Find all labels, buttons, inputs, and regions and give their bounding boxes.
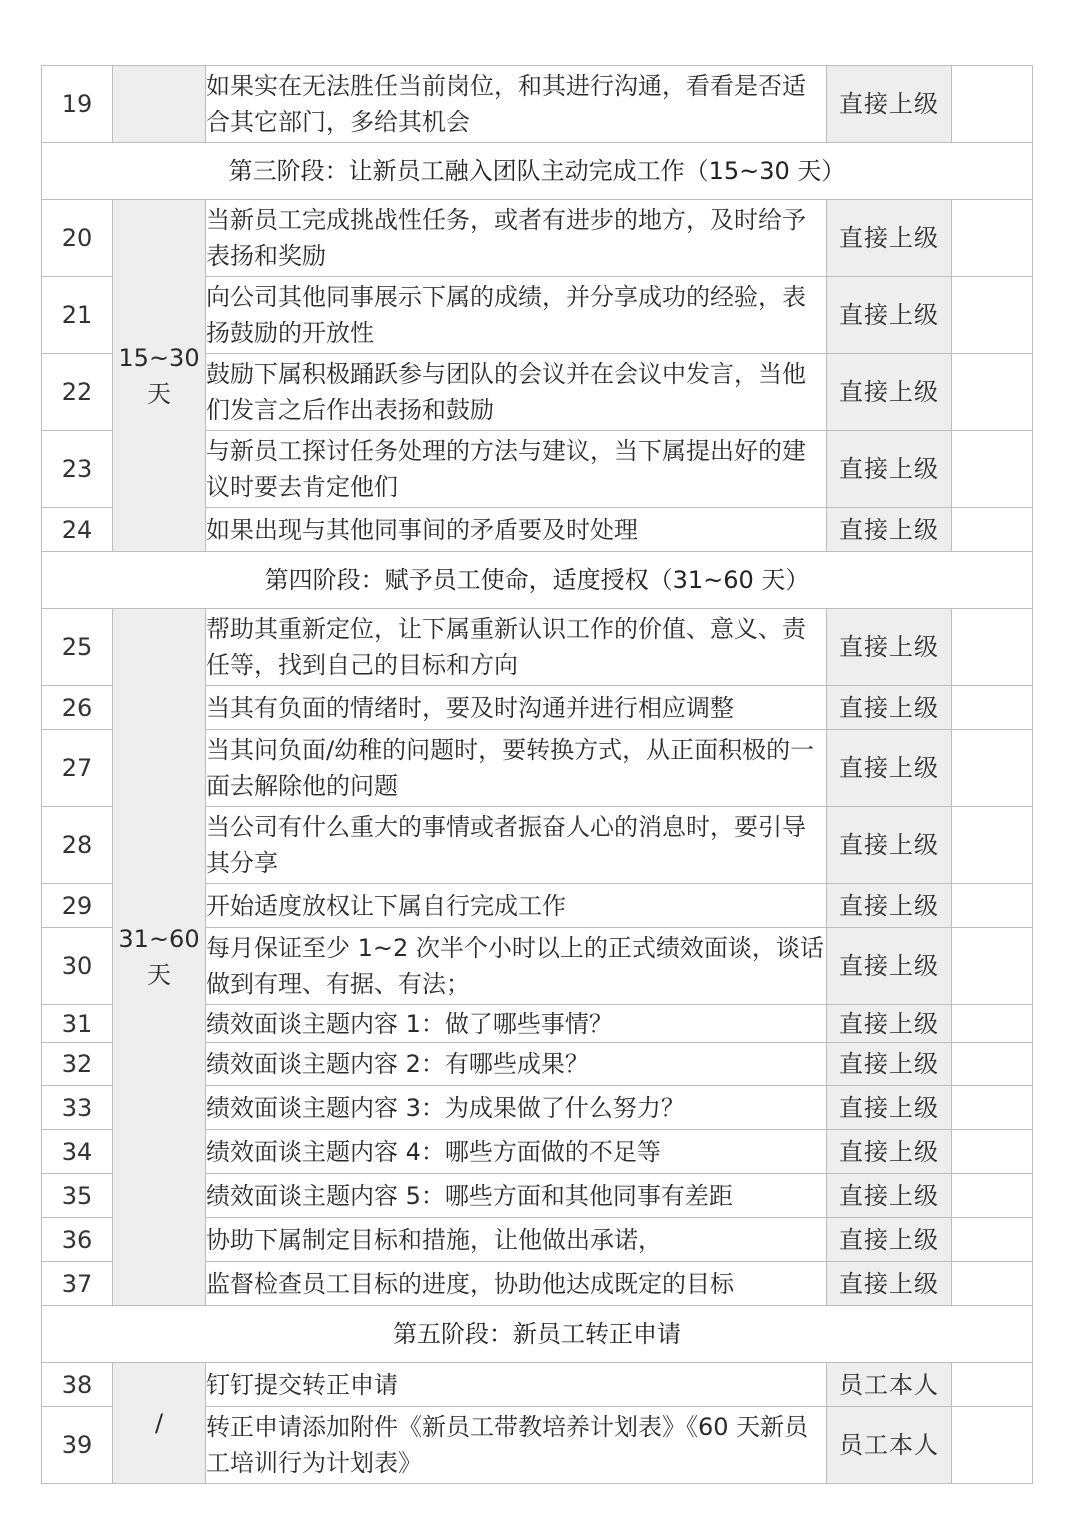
task-owner: 直接上级 xyxy=(827,508,952,552)
row-number: 37 xyxy=(42,1262,113,1306)
task-owner: 员工本人 xyxy=(827,1363,952,1407)
stage-header-row xyxy=(42,552,1033,609)
task-content: 帮助其重新定位，让下属重新认识工作的价值、意义、责任等，找到自己的目标和方向 xyxy=(206,609,827,686)
task-content: 绩效面谈主题内容 1：做了哪些事情？ xyxy=(206,1005,827,1043)
task-content: 当其问负面/幼稚的问题时，要转换方式，从正面积极的一面去解除他的问题 xyxy=(206,730,827,807)
remark-cell xyxy=(952,928,1033,1005)
task-owner: 直接上级 xyxy=(827,686,952,730)
task-content: 向公司其他同事展示下属的成绩，并分享成功的经验，表扬鼓励的开放性 xyxy=(206,277,827,354)
row-number: 32 xyxy=(42,1043,113,1086)
stage-5-title: 第五阶段：新员工转正申请 xyxy=(42,1306,1033,1363)
task-content: 监督检查员工目标的进度，协助他达成既定的目标 xyxy=(206,1262,827,1306)
task-content: 绩效面谈主题内容 5：哪些方面和其他同事有差距 xyxy=(206,1174,827,1218)
remark-cell xyxy=(952,1363,1033,1407)
task-content: 与新员工探讨任务处理的方法与建议，当下属提出好的建议时要去肯定他们 xyxy=(206,431,827,508)
remark-cell xyxy=(952,686,1033,730)
task-content: 绩效面谈主题内容 3：为成果做了什么努力？ xyxy=(206,1086,827,1130)
task-owner: 直接上级 xyxy=(827,200,952,277)
stage-5-day-range: / xyxy=(113,1363,206,1484)
row-number: 27 xyxy=(42,730,113,807)
task-content: 当新员工完成挑战性任务，或者有进步的地方，及时给予表扬和奖励 xyxy=(206,200,827,277)
task-content: 当公司有什么重大的事情或者振奋人心的消息时，要引导其分享 xyxy=(206,807,827,884)
task-content: 每月保证至少 1~2 次半个小时以上的正式绩效面谈，谈话做到有理、有据、有法； xyxy=(206,928,827,1005)
training-plan-table xyxy=(41,65,1033,1484)
task-content: 如果实在无法胜任当前岗位，和其进行沟通，看看是否适合其它部门，多给其机会 xyxy=(206,66,827,143)
task-owner: 直接上级 xyxy=(827,1130,952,1174)
row-number: 35 xyxy=(42,1174,113,1218)
remark-cell xyxy=(952,1086,1033,1130)
row-number: 31 xyxy=(42,1005,113,1043)
row-number: 23 xyxy=(42,431,113,508)
task-content: 绩效面谈主题内容 4：哪些方面做的不足等 xyxy=(206,1130,827,1174)
table-row xyxy=(42,200,1033,277)
task-content: 如果出现与其他同事间的矛盾要及时处理 xyxy=(206,508,827,552)
remark-cell xyxy=(952,884,1033,928)
row-number: 22 xyxy=(42,354,113,431)
stage-4-title: 第四阶段：赋予员工使命，适度授权（31~60 天） xyxy=(42,552,1033,609)
task-owner: 直接上级 xyxy=(827,609,952,686)
row-number: 34 xyxy=(42,1130,113,1174)
row-number: 25 xyxy=(42,609,113,686)
table-row xyxy=(42,66,1033,143)
day-range-cell xyxy=(113,66,206,143)
task-content: 钉钉提交转正申请 xyxy=(206,1363,827,1407)
row-number: 19 xyxy=(42,66,113,143)
remark-cell xyxy=(952,66,1033,143)
row-number: 38 xyxy=(42,1363,113,1407)
remark-cell xyxy=(952,730,1033,807)
task-owner: 直接上级 xyxy=(827,1086,952,1130)
row-number: 24 xyxy=(42,508,113,552)
row-number: 20 xyxy=(42,200,113,277)
task-content: 当其有负面的情绪时，要及时沟通并进行相应调整 xyxy=(206,686,827,730)
remark-cell xyxy=(952,1218,1033,1262)
table-row xyxy=(42,609,1033,686)
row-number: 21 xyxy=(42,277,113,354)
row-number: 39 xyxy=(42,1407,113,1484)
task-owner: 直接上级 xyxy=(827,928,952,1005)
stage-3-day-range: 15~30 天 xyxy=(113,200,206,552)
remark-cell xyxy=(952,609,1033,686)
remark-cell xyxy=(952,431,1033,508)
task-owner: 直接上级 xyxy=(827,1174,952,1218)
remark-cell xyxy=(952,1174,1033,1218)
task-owner: 直接上级 xyxy=(827,884,952,928)
remark-cell xyxy=(952,200,1033,277)
table-row xyxy=(42,1363,1033,1407)
row-number: 26 xyxy=(42,686,113,730)
task-owner: 员工本人 xyxy=(827,1407,952,1484)
stage-header-row xyxy=(42,143,1033,200)
remark-cell xyxy=(952,1130,1033,1174)
task-owner: 直接上级 xyxy=(827,1218,952,1262)
task-content: 绩效面谈主题内容 2：有哪些成果？ xyxy=(206,1043,827,1086)
task-content: 开始适度放权让下属自行完成工作 xyxy=(206,884,827,928)
task-owner: 直接上级 xyxy=(827,1005,952,1043)
remark-cell xyxy=(952,1407,1033,1484)
task-content: 鼓励下属积极踊跃参与团队的会议并在会议中发言，当他们发言之后作出表扬和鼓励 xyxy=(206,354,827,431)
stage-3-title: 第三阶段：让新员工融入团队主动完成工作（15~30 天） xyxy=(42,143,1033,200)
task-owner: 直接上级 xyxy=(827,354,952,431)
remark-cell xyxy=(952,354,1033,431)
row-number: 30 xyxy=(42,928,113,1005)
remark-cell xyxy=(952,1043,1033,1086)
remark-cell xyxy=(952,807,1033,884)
remark-cell xyxy=(952,1262,1033,1306)
remark-cell xyxy=(952,508,1033,552)
stage-4-day-range: 31~60 天 xyxy=(113,609,206,1306)
row-number: 28 xyxy=(42,807,113,884)
stage-header-row xyxy=(42,1306,1033,1363)
task-content: 转正申请添加附件《新员工带教培养计划表》《60 天新员工培训行为计划表》 xyxy=(206,1407,827,1484)
task-owner: 直接上级 xyxy=(827,277,952,354)
row-number: 33 xyxy=(42,1086,113,1130)
task-owner: 直接上级 xyxy=(827,807,952,884)
task-owner: 直接上级 xyxy=(827,730,952,807)
task-content: 协助下属制定目标和措施，让他做出承诺， xyxy=(206,1218,827,1262)
task-owner: 直接上级 xyxy=(827,1262,952,1306)
task-owner: 直接上级 xyxy=(827,431,952,508)
row-number: 29 xyxy=(42,884,113,928)
task-owner: 直接上级 xyxy=(827,66,952,143)
row-number: 36 xyxy=(42,1218,113,1262)
remark-cell xyxy=(952,1005,1033,1043)
remark-cell xyxy=(952,277,1033,354)
task-owner: 直接上级 xyxy=(827,1043,952,1086)
